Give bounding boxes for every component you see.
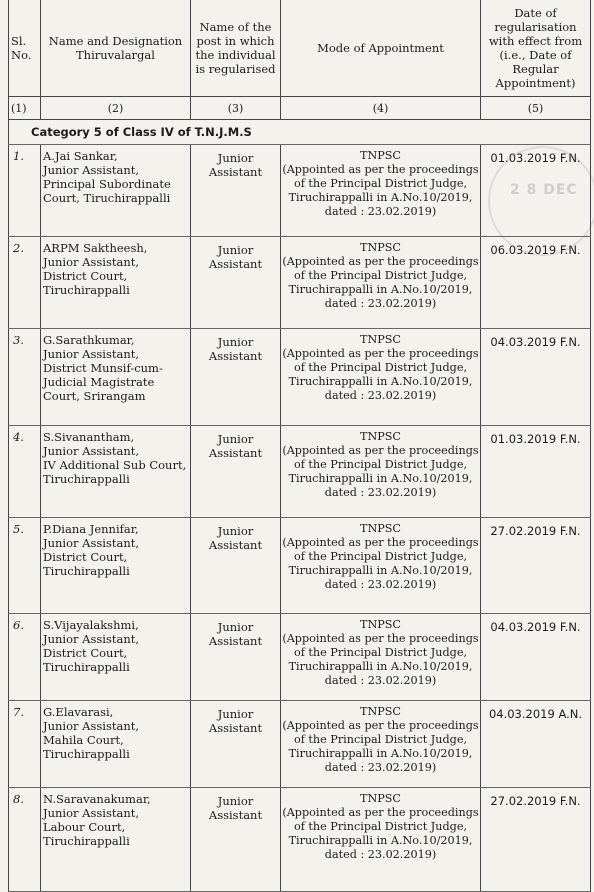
regularisation-date: 04.03.2019 F.N. [481,614,591,701]
post-name: Junior Assistant [191,329,281,426]
name-designation: G.Elavarasi, Junior Assistant, Mahila Court, Tiruchirappalli [41,701,191,788]
name-designation: P.Diana Jennifar, Junior Assistant, District Court, Tiruchirappalli [41,518,191,614]
serial-number: 1. [9,145,41,237]
mode-of-appointment: TNPSC (Appointed as per the proceedings of the Principal District Judge, Tiruchirappalli in A.No.10/2019, dated : 23.02.2019) [281,329,481,426]
table-row [9,701,591,788]
post-name: Junior Assistant [191,518,281,614]
header-row [9,0,591,97]
name-designation: N.Saravanakumar, Junior Assistant, Labour Court, Tiruchirappalli [41,788,191,892]
mode-of-appointment: TNPSC (Appointed as per the proceedings of the Principal District Judge, Tiruchirappalli in A.No.10/2019, dated : 23.02.2019) [281,145,481,237]
document-page [8,0,590,861]
serial-number: 8. [9,788,41,892]
table-row [9,518,591,614]
post-name: Junior Assistant [191,701,281,788]
mode-of-appointment: TNPSC (Appointed as per the proceedings of the Principal District Judge, Tiruchirappalli in A.No.10/2019, dated : 23.02.2019) [281,788,481,892]
regularisation-date: 04.03.2019 F.N. [481,329,591,426]
name-designation: S.Vijayalakshmi, Junior Assistant, District Court, Tiruchirappalli [41,614,191,701]
mode-of-appointment: TNPSC (Appointed as per the proceedings of the Principal District Judge, Tiruchirappalli in A.No.10/2019, dated : 23.02.2019) [281,426,481,518]
category-heading: Category 5 of Class IV of T.N.J.M.S [9,120,591,145]
header-mode-of-appointment: Mode of Appointment [281,0,481,97]
post-name: Junior Assistant [191,426,281,518]
mode-of-appointment: TNPSC (Appointed as per the proceedings of the Principal District Judge, Tiruchirappalli in A.No.10/2019, dated : 23.02.2019) [281,237,481,329]
header-date-of-regularisation: Date of regularisation with effect from (i.e., Date of Regular Appointment) [481,0,591,97]
regularisation-table [8,0,591,892]
table-row [9,788,591,892]
post-name: Junior Assistant [191,145,281,237]
regularisation-date: 04.03.2019 A.N. [481,701,591,788]
stamp-date-text: 2 8 DEC [510,182,578,198]
name-designation: A.Jai Sankar, Junior Assistant, Principal Subordinate Court, Tiruchirappalli [41,145,191,237]
column-number: (3) [191,97,281,120]
regularisation-date: 27.02.2019 F.N. [481,788,591,892]
column-number: (4) [281,97,481,120]
header-post: Name of the post in which the individual is regularised [191,0,281,97]
name-designation: ARPM Saktheesh, Junior Assistant, District Court, Tiruchirappalli [41,237,191,329]
serial-number: 5. [9,518,41,614]
serial-number: 7. [9,701,41,788]
table-row [9,145,591,237]
mode-of-appointment: TNPSC (Appointed as per the proceedings of the Principal District Judge, Tiruchirappalli in A.No.10/2019, dated : 23.02.2019) [281,518,481,614]
post-name: Junior Assistant [191,237,281,329]
header-sl-no: Sl. No. [9,0,41,97]
header-name-designation: Name and Designation Thiruvalargal [41,0,191,97]
regularisation-date: 01.03.2019 F.N. [481,426,591,518]
name-designation: G.Sarathkumar, Junior Assistant, District Munsif-cum- Judicial Magistrate Court, Srirangam [41,329,191,426]
serial-number: 4. [9,426,41,518]
post-name: Junior Assistant [191,788,281,892]
name-designation: S.Sivanantham, Junior Assistant, IV Additional Sub Court, Tiruchirappalli [41,426,191,518]
mode-of-appointment: TNPSC (Appointed as per the proceedings of the Principal District Judge, Tiruchirappalli in A.No.10/2019, dated : 23.02.2019) [281,701,481,788]
column-number: (1) [9,97,41,120]
table-row [9,329,591,426]
table-row [9,426,591,518]
regularisation-date: 06.03.2019 F.N. [481,237,591,329]
category-row [9,120,591,145]
table-row [9,614,591,701]
post-name: Junior Assistant [191,614,281,701]
serial-number: 6. [9,614,41,701]
regularisation-date: 27.02.2019 F.N. [481,518,591,614]
column-number-row [9,97,591,120]
column-number: (2) [41,97,191,120]
mode-of-appointment: TNPSC (Appointed as per the proceedings of the Principal District Judge, Tiruchirappalli in A.No.10/2019, dated : 23.02.2019) [281,614,481,701]
serial-number: 3. [9,329,41,426]
column-number: (5) [481,97,591,120]
table-row [9,237,591,329]
serial-number: 2. [9,237,41,329]
regularisation-date: 01.03.2019 F.N. [481,145,591,237]
